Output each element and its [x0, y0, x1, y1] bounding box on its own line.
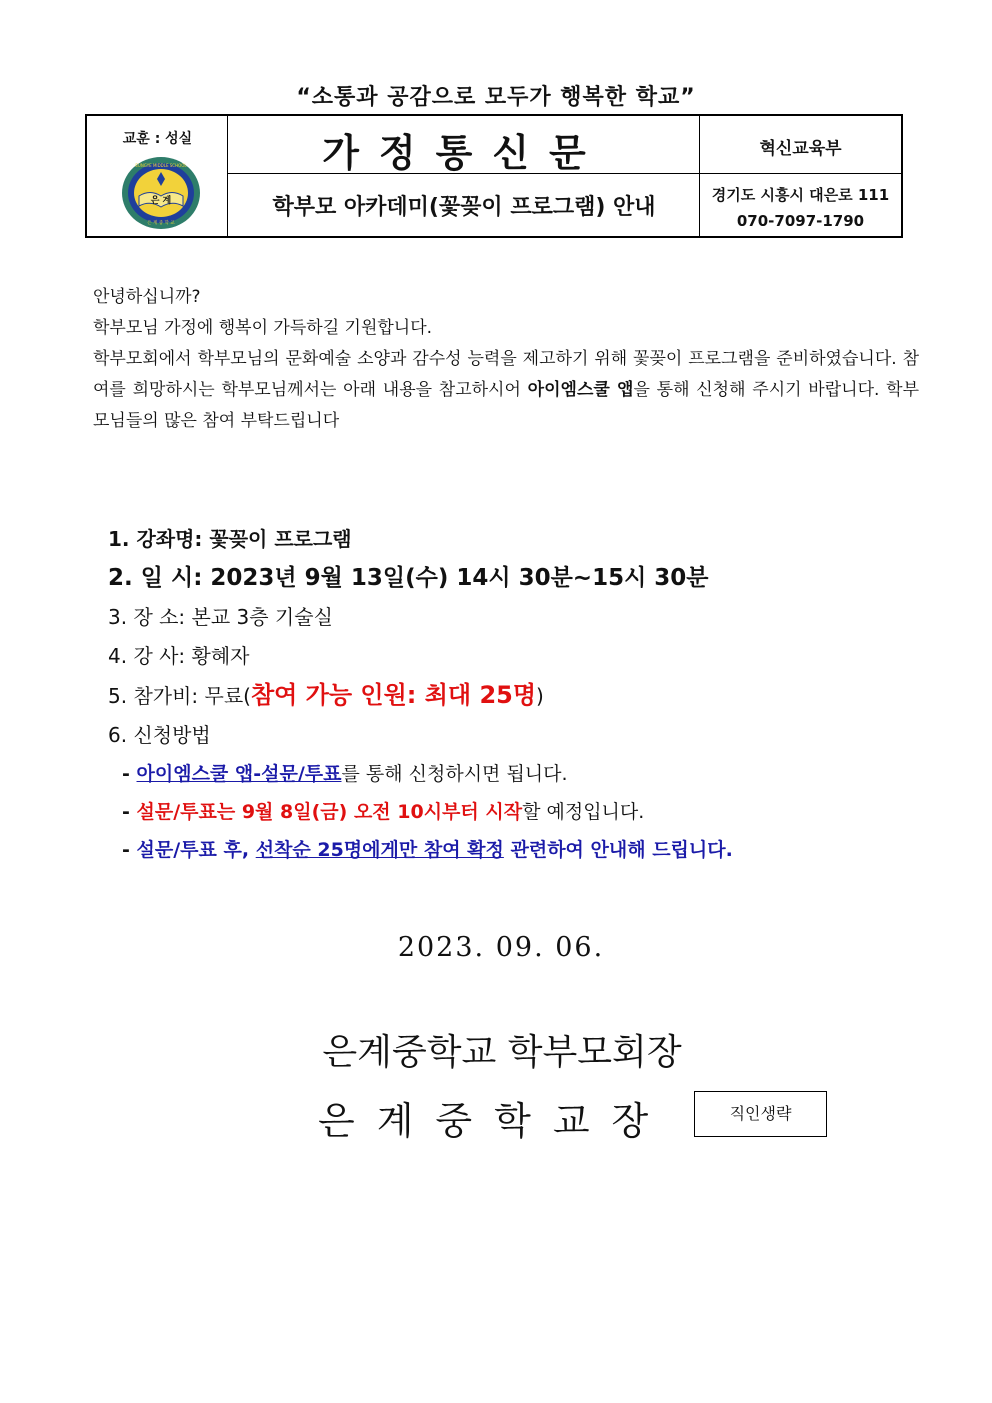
method-2-rest: 할 예정입니다. — [522, 801, 645, 823]
school-motto-banner: “소통과 공감으로 모두가 행복한 학교” — [296, 85, 696, 110]
course-name-item: 1. 강좌명: 꽃꽂이 프로그램 — [108, 527, 352, 551]
method-2-dash: - — [122, 801, 137, 823]
method-3-dash: - — [122, 839, 137, 861]
intro-section — [83, 282, 919, 437]
place-item: 3. 장 소: 본교 3층 기술실 — [108, 605, 333, 629]
method-step-3 — [108, 831, 928, 869]
details-list — [108, 520, 928, 869]
app-survey-link: 아이엠스쿨 앱-설문/투표 — [136, 763, 342, 785]
method-3-start: 설문/투표 후, — [136, 839, 256, 861]
signature-pta-chair: 은계중학교 학부모회장 — [322, 1032, 682, 1073]
fee-prefix: 5. 참가비: 무료( — [108, 684, 251, 708]
fee-item — [108, 676, 928, 716]
first-come-highlight: 선착순 25명에게만 참여 확정 — [255, 839, 504, 861]
school-motto-label: 교훈 : 성실 — [122, 131, 193, 147]
wish-text: 학부모님 가정에 행복이 가득하길 기원합니다. — [93, 318, 433, 338]
page-title: 가정통신문 — [322, 131, 606, 175]
method-step-1 — [108, 755, 928, 793]
address-text: 경기도 시흥시 대은로 111 — [711, 186, 890, 204]
seal-omitted-box: 직인생략 — [694, 1091, 827, 1137]
intro-body-text: 학부모회에서 학부모님의 문화예술 소양과 감수성 능력을 제고하기 위해 꽃꽂이 프로그램을 준비하였습니다. 참여를 희망하시는 학부모님께서는 아래 내용을 참고하시어 — [93, 349, 919, 400]
survey-start-highlight: 설문/투표는 9월 8일(금) 오전 10시부터 시작 — [136, 801, 523, 823]
app-name-bold: 아이엠스쿨 앱 — [527, 380, 634, 400]
header-address-cell — [700, 174, 901, 236]
intro-body-text-end: 을 통해 신청해 주시기 바랍니다. 학부모님들의 많은 참여 부탁드립니다 — [93, 380, 919, 431]
schedule-item: 2. 일 시: 2023년 9월 13일(수) 14시 30분~15시 30분 — [108, 565, 709, 591]
method-step-2 — [108, 793, 928, 831]
header-logo-cell — [87, 116, 228, 236]
method-1-rest: 를 통해 신청하시면 됩니다. — [341, 763, 568, 785]
greeting-text: 안녕하십니까? — [93, 287, 201, 307]
department-label: 혁신교육부 — [759, 139, 842, 159]
notice-subtitle: 학부모 아카데미(꽃꽂이 프로그램) 안내 — [272, 195, 656, 220]
method-3-end: 관련하여 안내해 드립니다. — [503, 839, 733, 861]
school-emblem-icon — [121, 156, 201, 230]
capacity-highlight: 참여 가능 인원: 최대 25명 — [250, 681, 537, 709]
signature-principal: 은계중학교장 — [318, 1099, 671, 1143]
contact-block — [700, 182, 901, 234]
emblem-center-text: 은 계 — [150, 196, 172, 206]
method-title-item: 6. 신청방법 — [108, 723, 211, 747]
intro-body — [83, 344, 919, 437]
header-title-cell — [228, 116, 700, 174]
header-table — [85, 114, 903, 238]
emblem-ring-text-top: EUNGYE MIDDLE SCHOOL — [135, 163, 187, 168]
instructor-item: 4. 강 사: 황혜자 — [108, 644, 250, 668]
phone-text: 070-7097-1790 — [736, 212, 865, 230]
emblem-ring-text-bottom: 은 계 중 학 교 — [147, 221, 175, 226]
header-dept-cell — [700, 116, 901, 174]
header-subtitle-cell — [228, 174, 700, 236]
fee-suffix: ) — [536, 684, 544, 708]
method-1-dash: - — [122, 763, 137, 785]
issue-date: 2023. 09. 06. — [397, 932, 605, 963]
